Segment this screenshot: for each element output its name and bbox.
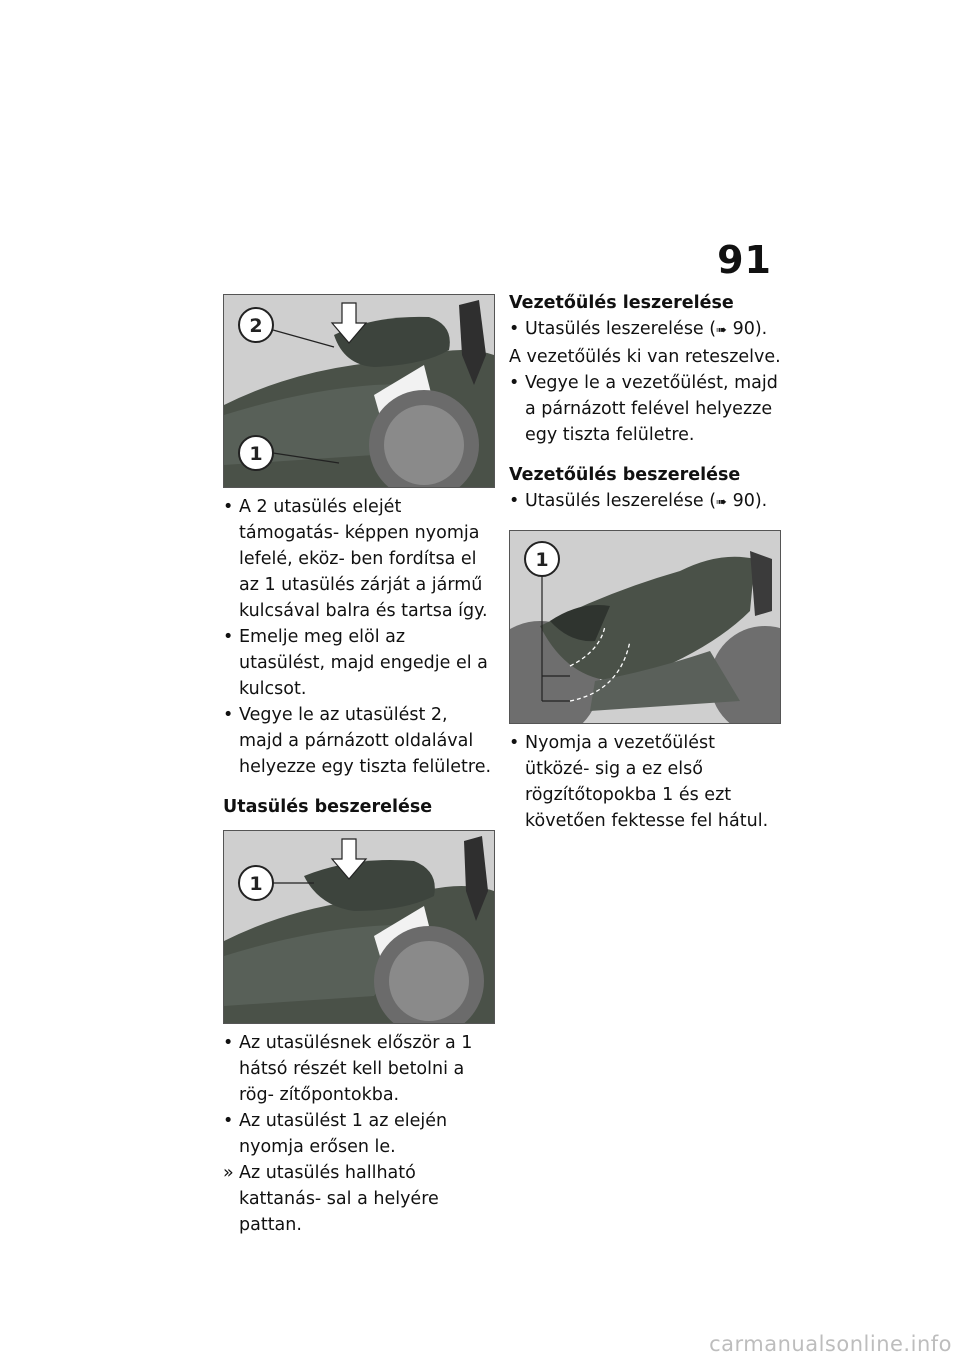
passenger-seat-install-steps xyxy=(223,1030,495,1238)
figure-rider-seat-install xyxy=(509,530,781,724)
rider-seat-install-steps xyxy=(509,730,781,834)
list-item: » Az utasülés hallható kattanás- sal a helyére pattan. xyxy=(223,1163,439,1235)
list-item: • A 2 utasülés elejét támogatás- képpen nyomja lefelé, eköz- ben fordítsa el az 1 utasülés zárját a jármű kulcsával balra és tartsa így. xyxy=(223,497,488,621)
callout-1: 1 xyxy=(249,873,263,895)
rider-seat-install-pre-steps xyxy=(509,488,781,516)
figure-passenger-seat-install xyxy=(223,830,495,1024)
page-ref[interactable]: 90 xyxy=(732,319,755,339)
watermark: carmanualsonline.info xyxy=(709,1332,952,1356)
list-item: • Nyomja a vezetőülést ütközé- sig a ez első rögzítőtopokba 1 és ezt követően fektesse fel hátul. xyxy=(509,733,769,831)
list-item: • Utasülés leszerelése (➠ 90). xyxy=(509,491,768,511)
left-column xyxy=(223,294,495,1238)
heading-rider-seat-install: Vezetőülés beszerelése xyxy=(509,465,741,485)
page-ref-arrow-icon: ➠ xyxy=(716,495,727,510)
passenger-seat-remove-steps xyxy=(223,494,495,780)
rider-seat-remove-steps xyxy=(509,316,781,344)
list-item: • Emelje meg elöl az utasülést, majd engedje el a kulcsot. xyxy=(223,627,488,699)
list-item: • Vegye le a vezetőülést, majd a párnázott felével helyezze egy tiszta felületre. xyxy=(509,373,778,445)
right-column xyxy=(509,290,781,834)
page-ref[interactable]: 90 xyxy=(732,491,755,511)
callout-1: 1 xyxy=(249,443,263,465)
page-ref-arrow-icon: ➠ xyxy=(716,323,727,338)
callout-2: 2 xyxy=(249,315,263,337)
list-item: • Utasülés leszerelése (➠ 90). xyxy=(509,319,768,339)
rider-seat-note: A vezetőülés ki van reteszelve. xyxy=(509,347,781,367)
heading-rider-seat-remove: Vezetőülés leszerelése xyxy=(509,293,734,313)
list-item: • Vegye le az utasülést 2, majd a párnázott oldalával helyezze egy tiszta felületre. xyxy=(223,705,492,777)
callout-1: 1 xyxy=(535,549,549,571)
rider-seat-remove-steps-2 xyxy=(509,370,781,448)
list-item: • Az utasülést 1 az elején nyomja erősen le. xyxy=(223,1111,448,1157)
list-item: • Az utasülésnek először a 1 hátsó részét kell betolni a rög- zítőpontokba. xyxy=(223,1033,473,1105)
page-number: 91 xyxy=(717,238,772,282)
heading-passenger-seat-install: Utasülés beszerelése xyxy=(223,797,433,817)
figure-passenger-seat-remove xyxy=(223,294,495,488)
